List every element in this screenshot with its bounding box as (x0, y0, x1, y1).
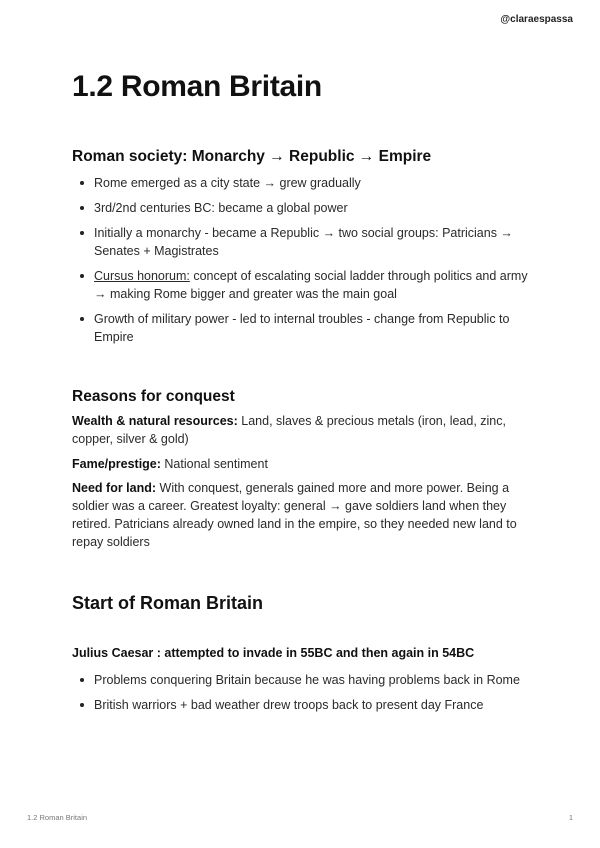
reason-land (72, 479, 527, 551)
list-item (72, 671, 537, 689)
author-handle: @claraespassa (500, 14, 573, 25)
reason-fame (72, 455, 527, 473)
list-item-text: British warriors + bad weather drew troops back to present day France (94, 698, 484, 712)
reason-label: Need for land: (72, 481, 157, 495)
reason-text: Land, slaves & precious metals (iron, lead, zinc, copper, silver & gold) (72, 414, 506, 446)
list-item-text: concept of escalating social ladder through politics and army → making Rome bigger and greater was the main goal (94, 269, 528, 301)
cursus-honorum-term: Cursus honorum: (94, 269, 190, 283)
section-heading-start-of-roman-britain: Start of Roman Britain (72, 593, 264, 613)
footer-title: 1.2 Roman Britain (27, 813, 88, 822)
reason-label: Fame/prestige: (72, 457, 161, 471)
section-heading-reasons-for-conquest: Reasons for conquest (72, 388, 235, 405)
list-item (72, 310, 537, 346)
list-item (72, 174, 537, 192)
list-item (72, 199, 537, 217)
list-item (72, 224, 537, 260)
section-heading-roman-society: Roman society: Monarchy → Republic → Empire (72, 148, 432, 165)
reason-text: With conquest, generals gained more and more power. Being a soldier was a career. Greatest loyalty: general → gave soldiers land when they retired. Patricians already owned land in the empire, so they needed new land to repay soldiers (72, 481, 517, 549)
page-title: 1.2 Roman Britain (72, 70, 322, 103)
page-number: 1 (568, 813, 573, 822)
list-item-text: 3rd/2nd centuries BC: became a global power (94, 201, 348, 215)
list-item-text: Initially a monarchy - became a Republic → two social groups: Patricians → Senates + Magistrates (94, 226, 513, 258)
roman-society-list (72, 174, 537, 353)
julius-caesar-list (72, 671, 537, 721)
reason-wealth (72, 412, 527, 448)
list-item (72, 696, 537, 714)
list-item-text: Problems conquering Britain because he was having problems back in Rome (94, 673, 520, 687)
list-item-text: Growth of military power - led to internal troubles - change from Republic to Empire (94, 312, 510, 344)
julius-caesar-subheading: Julius Caesar : attempted to invade in 55BC and then again in 54BC (72, 646, 475, 660)
reason-label: Wealth & natural resources: (72, 414, 238, 428)
list-item-text: Rome emerged as a city state → grew gradually (94, 176, 361, 190)
reason-text: National sentiment (160, 457, 268, 471)
list-item (72, 267, 537, 303)
